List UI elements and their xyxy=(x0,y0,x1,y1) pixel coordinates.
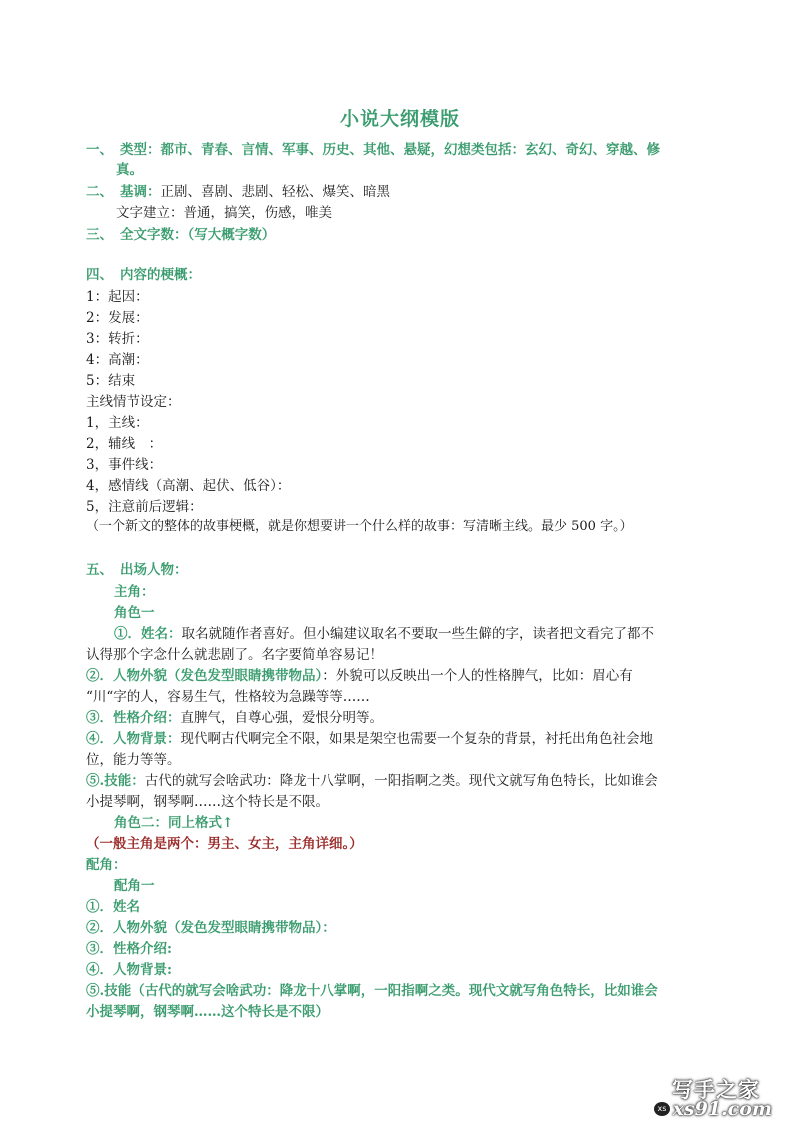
name-text: 取名就随作者喜好。但小编建议取名不要取一些生僻的字，读者把文看完了都不 xyxy=(181,626,654,642)
section-3 xyxy=(86,225,275,245)
name-line xyxy=(114,624,654,644)
section-5-text: 出场人物： xyxy=(120,562,188,578)
site-watermark xyxy=(582,1074,782,1120)
section-1-text: 类型：都市、青春、言情、军事、历史、其他、悬疑，幻想类包括：玄幻、奇幻、穿越、修 xyxy=(120,142,660,158)
main-plot-point-1: 1，主线： xyxy=(86,415,149,431)
personality-label: ③．性格介绍： xyxy=(86,710,181,726)
section-4-number: 四、 xyxy=(86,267,113,283)
lead-count-note: （一般主角是两个：男主、女主，主角详细。） xyxy=(86,836,363,852)
role-2-heading: 角色二：同上格式↑ xyxy=(114,815,234,831)
watermark-url-text: xs91.com xyxy=(672,1098,772,1120)
section-3-text: 全文字数：（写大概字数） xyxy=(120,227,276,243)
appearance-text: ：外貌可以反映出一个人的性格脾气，比如：眉心有 xyxy=(322,668,633,684)
section-5-number: 五、 xyxy=(86,562,113,578)
plot-point-3: 3：转折： xyxy=(86,331,149,347)
skill-continuation: 小提琴啊，钢琴啊……这个特长是不限。 xyxy=(86,794,329,810)
watermark-chinese-text: 写手之家 xyxy=(672,1078,760,1102)
background-label: ④．人物背景： xyxy=(86,731,181,747)
section-1-number: 一、 xyxy=(86,142,113,158)
supporting-personality: ③．性格介绍: xyxy=(86,941,172,957)
role-1-heading: 角色一 xyxy=(114,605,155,621)
personality-text: 直脾气，自尊心强，爱恨分明等。 xyxy=(180,710,383,726)
synopsis-note: （一个新文的整体的故事梗概，就是你想要讲一个什么样的故事：写清晰主线。最少 500 字。） xyxy=(86,519,633,534)
supporting-label: 配角： xyxy=(86,857,127,873)
section-2-number: 二、 xyxy=(86,184,113,200)
main-plot-point-5: 5，注意前后逻辑： xyxy=(86,499,203,515)
supporting-background: ④．人物背景: xyxy=(86,962,172,978)
supporting-skill-continuation: 小提琴啊，钢琴啊……这个特长是不限） xyxy=(86,1004,329,1020)
section-2-text: 正剧、喜剧、悲剧、轻松、爆笑、暗黑 xyxy=(160,184,390,200)
main-plot-point-2: 2，辅线 ： xyxy=(86,436,163,452)
section-1 xyxy=(86,140,660,160)
section-4 xyxy=(86,265,201,285)
supporting-appearance: ②．人物外貌（发色发型眼睛携带物品）： xyxy=(86,920,336,936)
skill-label: ⑤.技能： xyxy=(86,773,145,789)
plot-point-4: 4：高潮： xyxy=(86,352,149,368)
section-2 xyxy=(86,182,390,202)
main-plot-point-3: 3，事件线： xyxy=(86,457,163,473)
section-1-continuation: 真。 xyxy=(116,162,143,178)
lead-label: 主角： xyxy=(114,584,155,600)
document-title: 小说大纲模版 xyxy=(339,108,460,130)
section-2-sub: 文字建立：普通，搞笑，伤感，唯美 xyxy=(116,205,332,221)
section-5 xyxy=(86,560,188,580)
appearance-line xyxy=(86,666,633,686)
section-4-text: 内容的梗概： xyxy=(120,267,201,283)
name-label: ①．姓名： xyxy=(114,626,182,642)
plot-point-1: 1：起因： xyxy=(86,289,149,305)
plot-point-5: 5：结束 xyxy=(86,373,136,389)
skill-text: 古代的就写会啥武功：降龙十八掌啊，一阳指啊之类。现代文就写角色特长，比如谁会 xyxy=(144,773,658,789)
section-2-label: 基调： xyxy=(120,184,161,200)
main-plot-point-4: 4，感情线（高潮、起伏、低谷）： xyxy=(86,478,291,494)
supporting-skill: ⑤.技能（古代的就写会啥武功：降龙十八掌啊，一阳指啊之类。现代文就写角色特长，比如谁会 xyxy=(86,983,658,999)
supporting-name: ①．姓名 xyxy=(86,899,140,915)
name-continuation: 认得那个字念什么就悲剧了。名字要简单容易记！ xyxy=(86,647,383,663)
supporting-role-1-heading: 配角一 xyxy=(114,878,155,894)
personality-line xyxy=(86,708,383,728)
section-3-number: 三、 xyxy=(86,227,113,243)
background-text: 现代啊古代啊完全不限，如果是架空也需要一个复杂的背景，衬托出角色社会地 xyxy=(180,731,653,747)
background-line xyxy=(86,729,653,749)
appearance-continuation: “川“字的人，容易生气，性格较为急躁等等…… xyxy=(86,689,370,705)
main-plot-label: 主线情节设定： xyxy=(86,394,181,410)
watermark-logo-icon: xs xyxy=(654,1102,670,1116)
background-continuation: 位，能力等等。 xyxy=(86,752,181,768)
plot-point-2: 2：发展： xyxy=(86,310,149,326)
skill-line xyxy=(86,771,658,791)
appearance-label: ②．人物外貌（发色发型眼睛携带物品） xyxy=(86,668,323,684)
